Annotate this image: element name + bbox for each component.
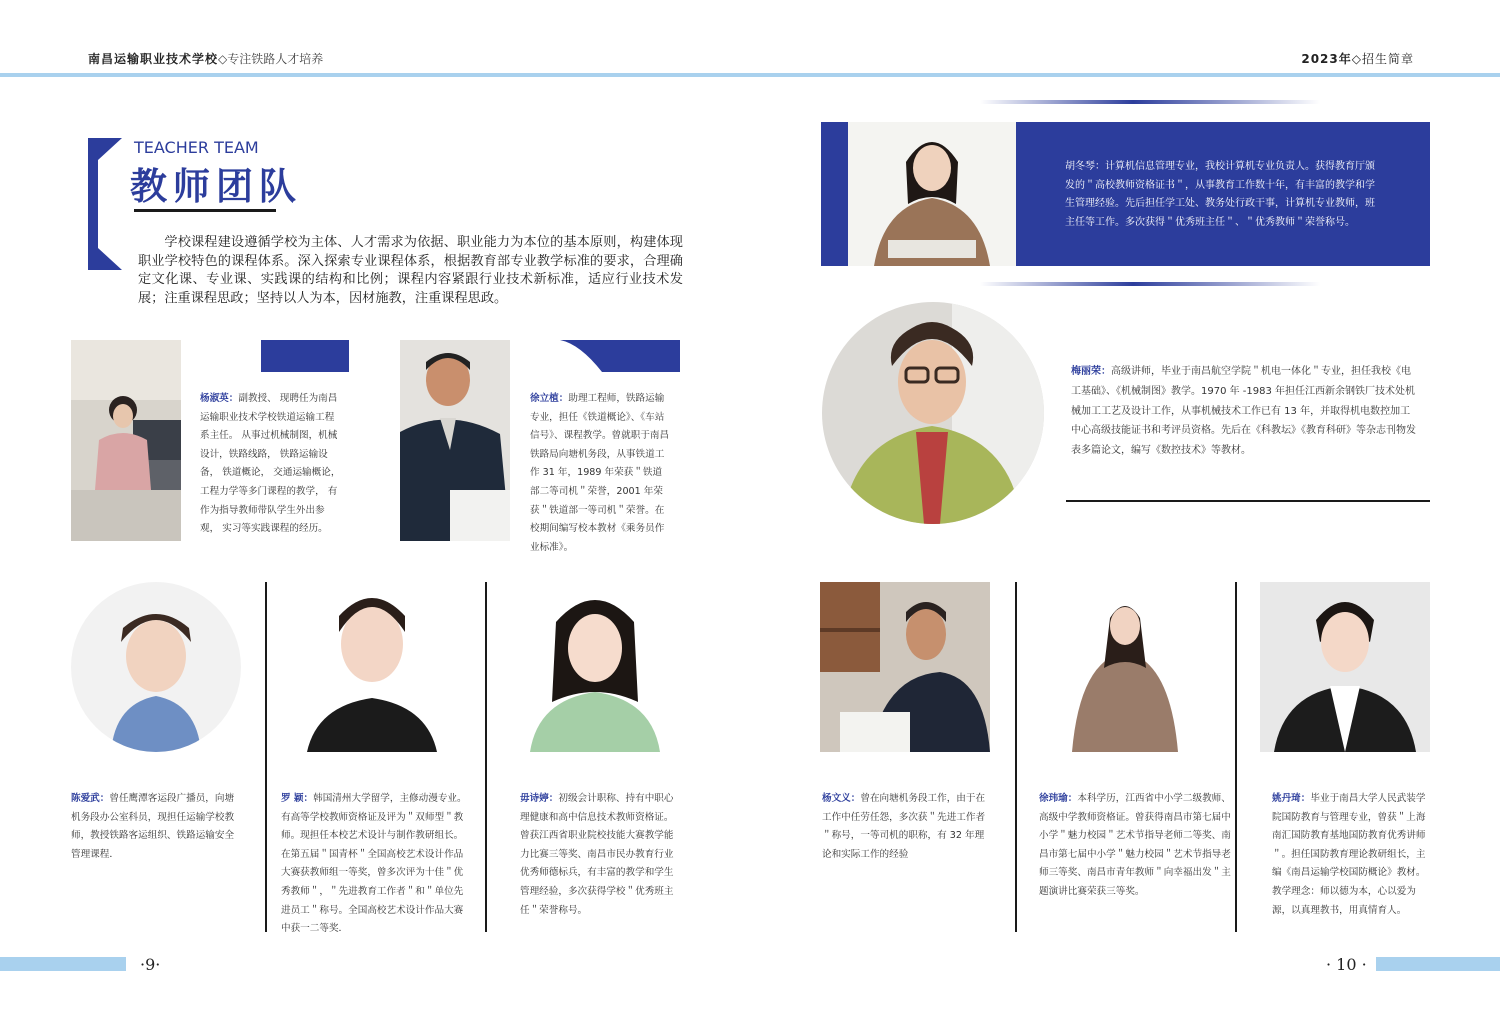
teacher-name-hu-dongqin: 胡冬琴： bbox=[1065, 161, 1105, 172]
page-number-right: · 10 · bbox=[1326, 955, 1367, 974]
page-bar-left bbox=[0, 957, 126, 971]
section-title-en: TEACHER TEAM bbox=[134, 138, 259, 157]
teacher-name-wu-shiting: 毋诗婷： bbox=[520, 793, 559, 804]
column-divider bbox=[265, 582, 267, 932]
teacher-name-yang-wenyi: 杨文义： bbox=[822, 793, 861, 804]
card-accent bbox=[261, 340, 349, 372]
section-title-cn: 教师团队 bbox=[130, 165, 302, 208]
teacher-photo-chen-aiwu bbox=[71, 582, 241, 752]
teacher-bio-yang-wenyi: 曾在向塘机务段工作，由于在工作中任劳任怨，多次获＂先进工作者＂称号，一等司机的职称，有 32 年理论和实际工作的经验 bbox=[822, 793, 986, 860]
header-divider bbox=[0, 73, 1500, 77]
teacher-photo-luo-ying bbox=[287, 582, 457, 752]
header-year: 2023年◇招生简章 bbox=[1301, 52, 1414, 66]
column-divider bbox=[1015, 582, 1017, 932]
title-bracket bbox=[88, 138, 122, 270]
teacher-name-mei-lirong: 梅丽荣： bbox=[1071, 366, 1111, 377]
teacher-card-xu-lizhi bbox=[400, 340, 680, 553]
section-divider bbox=[1066, 500, 1430, 502]
teacher-photo bbox=[400, 340, 510, 541]
teacher-photo-xu-weiyu bbox=[1040, 582, 1210, 752]
teacher-name-chen-aiwu: 陈爱武： bbox=[71, 793, 110, 804]
teacher-photo-yang-wenyi bbox=[820, 582, 990, 752]
teacher-photo bbox=[71, 340, 181, 541]
teacher-card-yang-shuying bbox=[71, 340, 349, 541]
teacher-photo-wu-shiting bbox=[520, 582, 670, 752]
title-underline bbox=[134, 209, 276, 212]
teacher-name-yao-danqi: 姚丹琦： bbox=[1272, 793, 1311, 804]
teacher-bio-yao-danqi: 毕业于南昌大学人民武装学院国防教育与管理专业，曾获＂上海南汇国防教育基地国防教育优秀讲师＂。担任国防教育理论教研组长，主编《南昌运输学校国防概论》教材。教学理念：师以德为本，心以爱为源，以真理教书，用真情育人。 bbox=[1272, 793, 1426, 916]
column-divider bbox=[485, 582, 487, 932]
teacher-bio-chen-aiwu: 曾任鹰潭客运段广播员，向塘机务段办公室科员，现担任运输学校教师，教授铁路客运组织、铁路运输安全管理课程． bbox=[71, 793, 235, 860]
column-divider bbox=[1235, 582, 1237, 932]
teacher-bio-hu-dongqin: 计算机信息管理专业，我校计算机专业负责人。获得教育厅颁发的＂高校教师资格证书＂，从事教育工作数十年，有丰富的教学和学生管理经验。先后担任学工处、教务处行政干事，计算机专业教师，班主任等工作。多次获得＂优秀班主任＂、＂优秀教师＂荣誉称号。 bbox=[1065, 161, 1375, 228]
teacher-name-luo-ying: 罗 颖： bbox=[281, 793, 314, 804]
teacher-bio: 副教授、 现聘任为南昌运输职业技术学校铁道运输工程系主任。 从事过机械制图，机械设计，铁路线路， 铁路运输设备， 铁道概论， 交通运输概论， 工程力学等多门课程的教学， 有作为指导教师带队学生外出参观， 实习等实践课程的经历。 bbox=[200, 393, 341, 535]
page-number-left: ·9· bbox=[140, 955, 161, 974]
teacher-photo-yao-danqi bbox=[1260, 582, 1430, 752]
teacher-photo-mei-lirong bbox=[822, 302, 1044, 524]
teacher-name: 徐立植： bbox=[530, 393, 569, 404]
teacher-photo-hu-dongqin bbox=[848, 122, 1016, 266]
teacher-bio-luo-ying: 韩国清州大学留学，主修动漫专业。有高等学校教师资格证及评为＂双师型＂教师。现担任本校艺术设计与制作教研组长。在第五届＂国青杯＂全国高校艺术设计作品大赛获教师组一等奖，曾多次评为十佳＂优秀教师＂，＂先进教育工作者＂和＂单位先进员工＂称号。全国高校艺术设计作品大赛中获一二等奖． bbox=[281, 793, 467, 935]
card-accent bbox=[550, 340, 680, 372]
teacher-bio: 助理工程师，铁路运输专业，担任《铁道概论》、《车站信号》、课程教学。曾就职于南昌铁路局向塘机务段，从事铁道工作 31 年，1989 年荣获＂铁道部二等司机＂荣誉，2001 年荣获＂铁道部一等司机＂荣誉。在校期间编写校本教材《乘务员作业标准》。 bbox=[530, 393, 670, 553]
teacher-name-xu-weiyu: 徐玮瑜： bbox=[1039, 793, 1078, 804]
teacher-name: 杨淑英： bbox=[200, 393, 239, 404]
header-school: 南昌运输职业技术学校◇专注铁路人才培养 bbox=[88, 52, 324, 66]
header-doc-type: ◇招生简章 bbox=[1351, 52, 1414, 66]
decorative-line bbox=[980, 282, 1320, 286]
teacher-bio-wu-shiting: 初级会计职称、持有中职心理健康和高中信息技术教师资格证。曾获江西省职业院校技能大赛教学能力比赛三等奖、南昌市民办教育行业优秀师德标兵，有丰富的教学和学生管理经验，多次获得学校＂优秀班主任＂荣誉称号。 bbox=[520, 793, 674, 916]
header-slogan: ◇专注铁路人才培养 bbox=[218, 52, 324, 66]
page-bar-right bbox=[1376, 957, 1500, 971]
teacher-bio-mei-lirong: 高级讲师，毕业于南昌航空学院＂机电一体化＂专业，担任我校《电工基础》、《机械制图》教学。1970 年 -1983 年担任江西新余钢铁厂技术处机械加工工艺及设计工作，从事机械技术工作已有 13 年，并取得机电数控加工中心高级技能证书和考评员资格。先后在《科教坛》《教育科研》等杂志刊物发表多篇论文，编写《数控技术》等教材。 bbox=[1071, 366, 1416, 457]
section-intro: 学校课程建设遵循学校为主体、人才需求为依据、职业能力为本位的基本原则，构建体现职业学校特色的课程体系。深入探索专业课程体系，根据教育部专业教学标准的要求，合理确定文化课、专业课、实践课的结构和比例；课程内容紧跟行业技术新标准，适应行业技术发展；注重课程思政；坚持以人为本，因材施教，注重课程思政。 bbox=[138, 235, 683, 306]
decorative-line bbox=[980, 100, 1320, 104]
teacher-bio-xu-weiyu: 本科学历，江西省中小学二级教师、高级中学教师资格证。曾获得南昌市第七届中小学＂魅力校园＂艺术节指导老师二等奖、南昌市第七届中小学＂魅力校园＂艺术节指导老师三等奖、南昌市青年教师＂向幸福出发＂主题演讲比赛荣获三等奖。 bbox=[1039, 793, 1231, 897]
